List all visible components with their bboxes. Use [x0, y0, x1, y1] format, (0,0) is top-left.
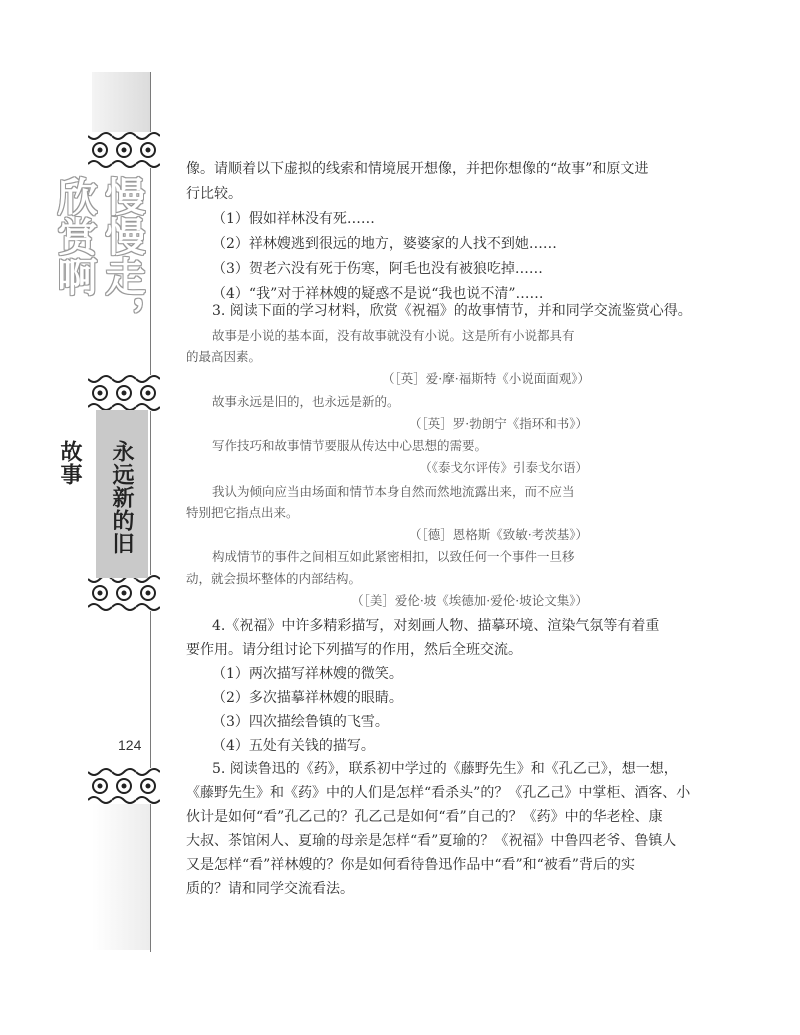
- body-line: 行比较。: [186, 186, 242, 202]
- body-line: 要作用。请分组讨论下列描写的作用，然后全班交流。: [186, 642, 522, 658]
- body-line: （2）祥林嫂逃到很远的地方，婆婆家的人找不到她……: [212, 236, 557, 252]
- quote-line: 构成情节的事件之间相互如此紧密相扣，以致任何一个事件一旦移: [212, 549, 575, 564]
- body-line: 3. 阅读下面的学习材料，欣赏《祝福》的故事情节，并和同学交流鉴赏心得。: [212, 303, 692, 319]
- ornament-band: [88, 132, 160, 168]
- quote-line: 特别把它指点出来。: [186, 505, 299, 520]
- quote-line: 故事永远是旧的，也永远是新的。: [212, 394, 400, 409]
- quote-line: 写作技巧和故事情节要服从传达中心思想的需要。: [212, 438, 488, 453]
- quote-source: （《泰戈尔评传》引泰戈尔语）: [419, 460, 588, 475]
- calligraphy-title: 慢慢走，欣赏啊: [51, 176, 146, 336]
- quote-source: （［美］爱伦·坡《埃德加·爱伦·坡论文集》）: [351, 593, 588, 608]
- spine-line: [150, 72, 151, 952]
- body-line: 5. 阅读鲁迅的《药》，联系初中学过的《藤野先生》和《孔乙己》，想一想，: [212, 761, 678, 777]
- quote-source: （［英］爱·摩·福斯特《小说面面观》）: [382, 371, 590, 386]
- body-line: 4.《祝福》中许多精彩描写，对刻画人物、描摹环境、渲染气氛等有着重: [212, 618, 660, 634]
- unit-title: 永远新的旧故事: [57, 440, 135, 555]
- body-line: （1）假如祥林没有死……: [212, 211, 375, 227]
- body-line: （2）多次描摹祥林嫂的眼睛。: [212, 690, 403, 706]
- body-line: 大叔、茶馆闲人、夏瑜的母亲是怎样“看”夏瑜的？《祝福》中鲁四老爷、鲁镇人: [186, 833, 677, 849]
- quote-line: 的最高因素。: [186, 349, 262, 364]
- body-line: 又是怎样“看”祥林嫂的？你是如何看待鲁迅作品中“看”和“被看”背后的实: [186, 857, 635, 873]
- ornament-band: [88, 575, 160, 611]
- page-number: 124: [118, 737, 142, 753]
- quote-line: 故事是小说的基本面，没有故事就没有小说。这是所有小说都具有: [212, 328, 575, 343]
- body-line: 伙计是如何“看”孔乙己的？孔乙己是如何“看”自己的？《药》中的华老栓、康: [186, 809, 663, 825]
- body-line: （4）五处有关钱的描写。: [212, 738, 375, 754]
- body-line: （3）四次描绘鲁镇的飞雪。: [212, 714, 389, 730]
- quote-line: 动，就会损坏整体的内部结构。: [186, 571, 362, 586]
- body-line: 《藤野先生》和《药》中的人们是怎样“看杀头”的？《孔乙己》中掌柜、酒客、小: [186, 785, 691, 801]
- body-line: 像。请顺着以下虚拟的线索和情境展开想像，并把你想像的“故事”和原文进: [186, 161, 649, 177]
- ornament-band: [88, 768, 160, 804]
- body-line: （3）贺老六没有死于伤寒，阿毛也没有被狼吃掉……: [212, 261, 543, 277]
- ornament-band: [88, 375, 160, 411]
- quote-source: （［英］罗·勃朗宁《指环和书》）: [409, 416, 588, 431]
- body-line: 质的？请和同学交流看法。: [186, 881, 354, 897]
- body-line: （1）两次描写祥林嫂的微笑。: [212, 666, 403, 682]
- side-lower-strip: [92, 800, 150, 950]
- quote-line: 我认为倾向应当由场面和情节本身自然而然地流露出来，而不应当: [212, 484, 575, 499]
- quote-source: （［德］恩格斯《致敏·考茨基》）: [409, 527, 588, 542]
- body-line: （4）“我”对于祥林嫂的疑惑不是说“我也说不清”……: [212, 286, 544, 302]
